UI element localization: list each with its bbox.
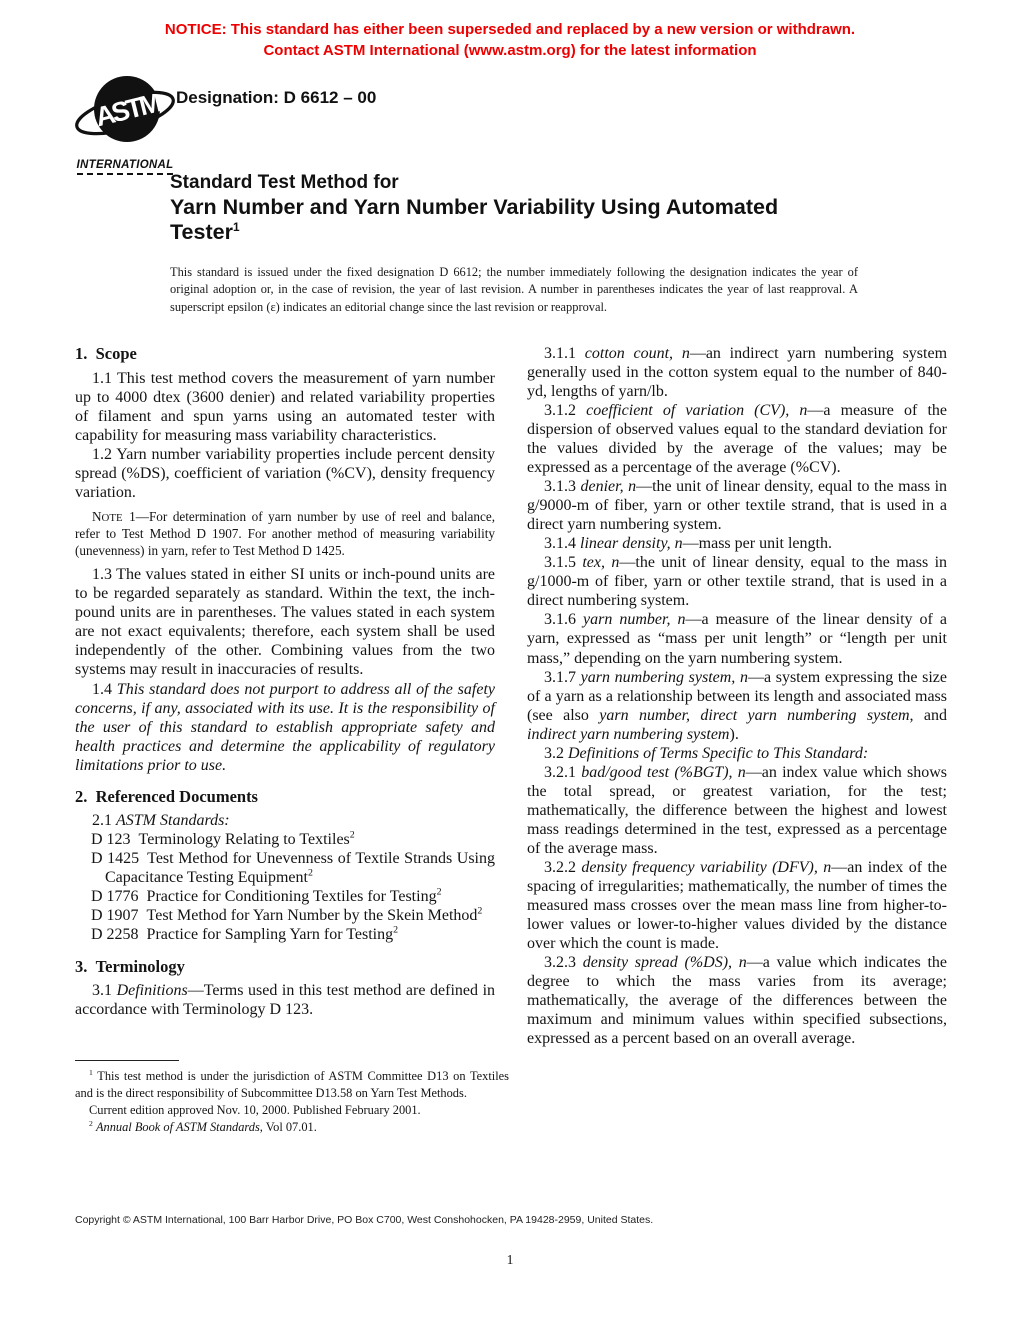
reference-item-d123 — [91, 830, 495, 849]
text-segment: 3.1.4 — [544, 535, 580, 553]
logo-acronym: ASTM — [92, 87, 163, 133]
text-segment: —a measure of the dispersion of observed values equal to the standard deviation for the values divided by the average of the values; may be expressed as a percentage of the average (%CV). — [527, 402, 947, 477]
text-segment: 3.1.2 — [544, 402, 587, 420]
right-column — [527, 344, 947, 1048]
notice-line-1: NOTICE: This standard has either been superseded and replaced by a new version or withdrawn. — [164, 21, 856, 38]
footnote-edition: Current edition approved Nov. 10, 2000. Published February 2001. — [89, 1103, 421, 1118]
def-3-1-4 — [527, 534, 947, 553]
text-segment: Definitions — [116, 982, 188, 1000]
def-3-2-2 — [527, 858, 947, 953]
title-line-3: Tester — [170, 220, 233, 245]
text-segment: Definitions of Terms Specific to This Standard: — [568, 744, 869, 762]
def-3-2-1 — [527, 763, 947, 858]
def-3-1-6 — [527, 610, 947, 667]
section-2-heading: 2. Referenced Documents — [75, 786, 258, 806]
reference-item-d1776 — [91, 887, 495, 906]
footnotes-block — [75, 1060, 509, 1136]
text-segment: and — [913, 706, 947, 724]
text-segment: N — [92, 508, 102, 524]
text-segment: coefficient of variation (CV), n — [586, 402, 808, 420]
text-segment: yarn number, n — [583, 611, 686, 629]
text-segment: ASTM Standards: — [116, 812, 230, 830]
footnote-divider — [75, 1060, 179, 1061]
def-3-1-7 — [527, 668, 947, 744]
page-number: 1 — [506, 1252, 514, 1267]
reference-item-d2258 — [91, 925, 495, 944]
text-segment: —an indirect yarn numbering system generally used in the cotton system equal to the number of 840-yd, lengths of yarn/lb. — [527, 345, 948, 401]
para-3-1 — [75, 981, 495, 1019]
supersession-notice — [0, 20, 1020, 61]
text-segment: Annual Book of ASTM Standards — [95, 1120, 260, 1135]
text-segment: cotton count, n — [584, 345, 690, 362]
astm-logo — [70, 72, 180, 175]
text-segment: 1 — [89, 1067, 93, 1077]
text-segment: OTE — [101, 511, 123, 524]
text-segment: yarn numbering system, n — [580, 668, 748, 686]
text-segment: linear density, n — [580, 535, 683, 553]
text-segment: 2.1 — [92, 812, 116, 830]
text-segment: yarn number, direct yarn numbering system, — [599, 706, 914, 724]
def-3-1-1 — [527, 344, 947, 401]
text-segment: 2 — [349, 829, 355, 841]
text-segment: —the unit of linear density, equal to the mass in g/1000-m of fiber, yarn or other textile strand, that is used in a direct numbering system. — [527, 554, 948, 610]
def-3-2-3 — [527, 953, 947, 1048]
text-segment: D 1907 Test Method for Yarn Number by the Skein Method — [91, 907, 478, 925]
section-1-heading: 1. Scope — [75, 344, 137, 363]
copyright-line: Copyright © ASTM International, 100 Barr Harbor Drive, PO Box C700, West Conshohocken, PA 19428-2959, United States. — [75, 1214, 654, 1226]
issue-statement: This standard is issued under the fixed designation D 6612; the number immediately following the designation indicates the year of original adoption or, in the case of revision, the year of last revision. A number in parentheses indicates the year of last reapproval. A superscript epsilon (ε) indicates an editorial change since the last revision or reapproval. — [170, 265, 858, 314]
text-segment: 1.4 — [92, 680, 117, 698]
text-segment: 3.2.2 — [544, 858, 582, 876]
text-segment: 3.1.1 — [544, 345, 585, 362]
text-segment: 3.1.7 — [544, 668, 581, 686]
title-block — [170, 172, 778, 246]
def-3-1-5 — [527, 553, 947, 610]
reference-item-d1425 — [91, 849, 495, 887]
title-footnote-ref: 1 — [232, 220, 240, 234]
section-3-heading: 3. Terminology — [75, 956, 185, 976]
text-segment: This test method is under the jurisdiction of ASTM Committee D13 on Textiles and is the direct responsibility of Subcommittee D13.58 on Yarn Test Methods. — [75, 1069, 509, 1101]
designation: Designation: D 6612 – 00 — [176, 88, 377, 107]
text-segment: —the unit of linear density, equal to the mass in g/9000-m of fiber, yarn or other textile strand, that is used in a direct yarn numbering system. — [527, 478, 948, 534]
title-line-2: Yarn Number and Yarn Number Variability Using Automated — [170, 194, 779, 219]
text-segment: —mass per unit length. — [682, 535, 832, 553]
text-segment: D 1425 Test Method for Unevenness of Textile Strands Using Capacitance Testing Equipment — [91, 850, 495, 887]
text-segment: density spread (%DS), n — [582, 954, 747, 971]
left-column — [75, 344, 495, 1048]
text-segment: —Terms used in this test method are defined in accordance with Terminology D 123. — [75, 982, 496, 1019]
text-segment: 3.2.1 — [544, 763, 582, 781]
def-3-1-2 — [527, 401, 947, 477]
text-segment: D 123 Terminology Relating to Textiles — [91, 831, 350, 849]
text-segment: —a value which indicates the degree to which the mass varies from its average; mathematically, the average of the differences between the maximum and minimum values within specified subsections, expressed as a percent based on an overall average. — [527, 954, 948, 1048]
text-segment: ). — [729, 725, 739, 743]
logo-subtitle: INTERNATIONAL — [77, 159, 174, 175]
text-segment: D 2258 Practice for Sampling Yarn for Testing — [91, 926, 394, 944]
text-segment: 3.2 — [544, 744, 568, 762]
text-segment: D 1776 Practice for Conditioning Textiles for Testing — [91, 888, 437, 906]
para-1-1: 1.1 This test method covers the measurement of yarn number up to 4000 dtex (3600 denier) and related variability properties of filament and spun yarns using an automated tester with capability for measuring mass variability characteristics. — [75, 369, 495, 444]
text-segment: 3.2.3 — [544, 954, 583, 971]
para-2-1 — [75, 811, 495, 830]
text-segment: 2 — [89, 1119, 93, 1129]
body-columns — [75, 344, 947, 1048]
notice-line-2: Contact ASTM International (www.astm.org) for the latest information — [263, 41, 757, 59]
text-segment: , Vol 07.01. — [259, 1120, 317, 1135]
text-segment: —a measure of the linear density of a yarn, expressed as “mass per unit length” or “length per unit mass,” depending on the yarn numbering system. — [527, 611, 948, 667]
title-prefix: Standard Test Method for — [170, 172, 399, 193]
para-1-3: 1.3 The values stated in either SI units or inch-pound units are to be regarded separately as standard. Within the text, the inch-pound units are in parentheses. The values stated in each system are not exact equivalents; therefore, each system shall be used independently of the other. Combining values from the two systems may result in inaccuracies of results. — [75, 566, 495, 679]
para-3-2 — [527, 744, 947, 763]
text-segment: indirect yarn numbering system — [527, 725, 730, 743]
para-1-4 — [75, 680, 495, 775]
text-segment: 2 — [307, 868, 313, 880]
text-segment: 3.1.5 — [544, 554, 583, 572]
text-segment: 2 — [436, 887, 442, 899]
text-segment: This standard does not purport to address all of the safety concerns, if any, associated with its use. It is the responsibility of the user of this standard to establish appropriate safety and health practices and determine the applicability of regulatory limitations prior to use. — [75, 680, 496, 774]
text-segment: bad/good test (%BGT), n — [581, 763, 746, 781]
text-segment: 2 — [477, 906, 483, 918]
footnote-2 — [75, 1119, 509, 1136]
text-segment: tex, n — [582, 554, 620, 572]
text-segment: denier, n — [580, 478, 637, 496]
para-1-2: 1.2 Yarn number variability properties include percent density spread (%DS), coefficient of variation (%CV), density frequency variation. — [75, 445, 495, 501]
text-segment: 3.1.3 — [544, 478, 581, 496]
page-title — [170, 195, 778, 246]
astm-globe-icon — [73, 72, 177, 150]
reference-item-d1907 — [91, 906, 495, 925]
text-segment: —an index value which shows the total spread, or greatest variation, for the test; mathematically, the difference between the highest and lowest mass readings determined in the test, expressed as a percentage of the average mass. — [527, 763, 948, 857]
text-segment: —a system expressing the size of a yarn as a relationship between its length and associated mass (see also — [527, 668, 948, 724]
text-segment: —an index of the spacing of irregularities; mathematically, the number of times the measured mass crosses over the mean mass line from higher-to-lower values or lower-to-higher values divided by the distance over which the count is made. — [527, 858, 947, 952]
text-segment: 3.1 — [92, 982, 117, 1000]
text-segment: 3.1.6 — [544, 611, 584, 629]
def-3-1-3 — [527, 477, 947, 534]
text-segment: density frequency variability (DFV), n — [581, 858, 832, 876]
text-segment: 2 — [393, 925, 399, 937]
note-1 — [75, 508, 495, 559]
footnote-1 — [75, 1068, 509, 1102]
text-segment: 1—For determination of yarn number by use of reel and balance, refer to Test Method D 1907. For another method of measuring variability (unevenness) in yarn, refer to Test Method D 1425. — [75, 508, 495, 559]
